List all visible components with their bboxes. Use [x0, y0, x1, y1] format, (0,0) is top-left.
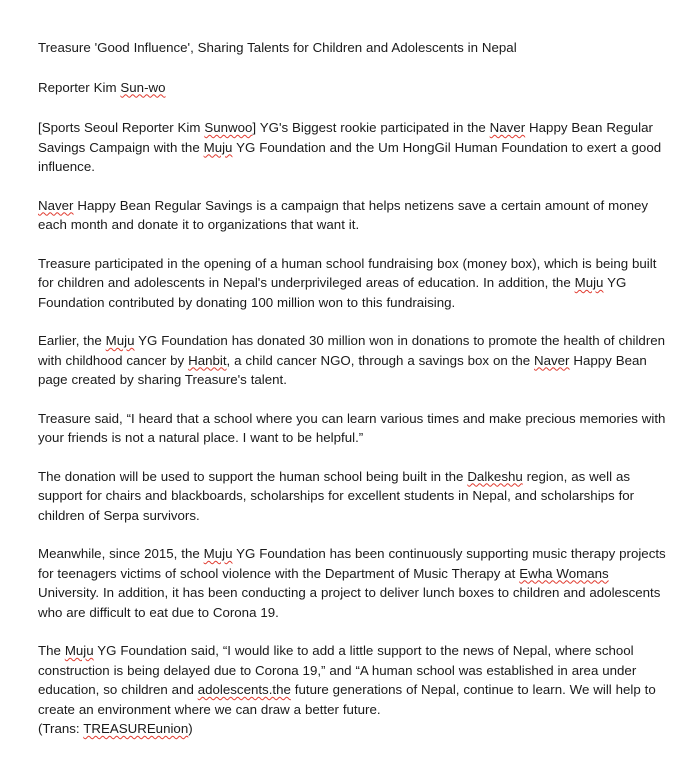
- misspelled-word: Sunwoo: [204, 120, 253, 135]
- text-run: Treasure said, “I heard that a school where you can learn various times and make precious memories with your friends is not a natural place. I want to be helpful.”: [38, 410, 666, 445]
- text-run: future generations of Nepal, continue to learn. We will help to create an environment where we can draw a better future.: [38, 682, 656, 717]
- misspelled-word: Dalkeshu: [467, 468, 523, 484]
- paragraph-money-box: [38, 254, 670, 313]
- misspelled-word: adolescents.the: [197, 682, 291, 697]
- misspelled-word: Naver: [534, 352, 570, 368]
- paragraph-trans-credit: [38, 719, 670, 739]
- text-run: region, as well as support for chairs and blackboards, scholarships for excellent students in Nepal, and scholarships for children of Serpa survivors.: [38, 468, 635, 523]
- text-run: Meanwhile, since 2015, the: [38, 546, 204, 561]
- text-run: Earlier, the: [38, 333, 106, 348]
- paragraph-treasure-quote: [38, 409, 670, 448]
- text-run: ] YG's Biggest rookie participated in the: [252, 120, 490, 135]
- text-run: The: [38, 643, 65, 658]
- text-run: [Sports Seoul Reporter Kim: [38, 120, 205, 135]
- paragraph-donation-use: [38, 467, 670, 526]
- misspelled-word: Hanbit: [188, 352, 227, 368]
- misspelled-word: Naver: [38, 197, 74, 213]
- text-run: YG Foundation has donated 30 million won in donations to promote the health of children with childhood cancer by: [38, 333, 666, 368]
- byline-reporter-name: Sun-wo: [120, 79, 166, 95]
- misspelled-word: Ewha Womans: [519, 565, 609, 581]
- misspelled-word: Muju: [64, 643, 94, 658]
- byline: [38, 78, 670, 98]
- byline-prefix: Reporter Kim: [38, 79, 121, 95]
- misspelled-word: Muju: [203, 546, 233, 561]
- text-run: Treasure participated in the opening of a human school fundraising box (money box), which is being built for children and adolescents in Nepal's underprivileged areas of education. In addition, the: [38, 255, 657, 290]
- text-run: YG Foundation contributed by donating 100 million won to this fundraising.: [38, 275, 627, 310]
- misspelled-word: TREASUREunion: [83, 721, 189, 736]
- paragraph-music-therapy: [38, 544, 670, 622]
- text-run: YG Foundation and the Um HongGil Human Foundation to exert a good influence.: [38, 139, 662, 174]
- text-run: The donation will be used to support the human school being built in the: [38, 468, 468, 484]
- text-run: , a child cancer NGO, through a savings box on the: [226, 352, 535, 368]
- article-body: [38, 118, 670, 739]
- paragraph-foundation-statement: [38, 641, 670, 719]
- text-run: YG Foundation has been continuously supporting music therapy projects for teenagers victims of school violence with the Department of Music Therapy at: [38, 546, 666, 581]
- paragraph-lead: [38, 118, 670, 177]
- text-run: Happy Bean page created by sharing Treasure's talent.: [38, 352, 647, 387]
- page-title: Treasure 'Good Influence', Sharing Talents for Children and Adolescents in Nepal: [38, 40, 517, 55]
- misspelled-word: Muju: [203, 139, 233, 155]
- text-run: Happy Bean Regular Savings Campaign with the: [38, 120, 653, 155]
- text-run: (Trans:: [38, 721, 84, 736]
- misspelled-word: Muju: [574, 275, 604, 290]
- text-run: ): [188, 721, 193, 736]
- paragraph-earlier-donation: [38, 331, 670, 390]
- text-run: YG Foundation said, “I would like to add a little support to the news of Nepal, where school construction is being delayed due to Corona 19,” and “A human school was established in area under education, so children and: [38, 643, 637, 697]
- paragraph-happy-bean: [38, 196, 670, 235]
- text-run: University. In addition, it has been conducting a project to deliver lunch boxes to children and adolescents who are difficult to eat due to Corona 19.: [38, 585, 661, 620]
- misspelled-word: Naver: [489, 120, 526, 135]
- misspelled-word: Muju: [105, 333, 135, 348]
- text-run: Happy Bean Regular Savings is a campaign that helps netizens save a certain amount of money each month and donate it to organizations that want it.: [38, 197, 649, 232]
